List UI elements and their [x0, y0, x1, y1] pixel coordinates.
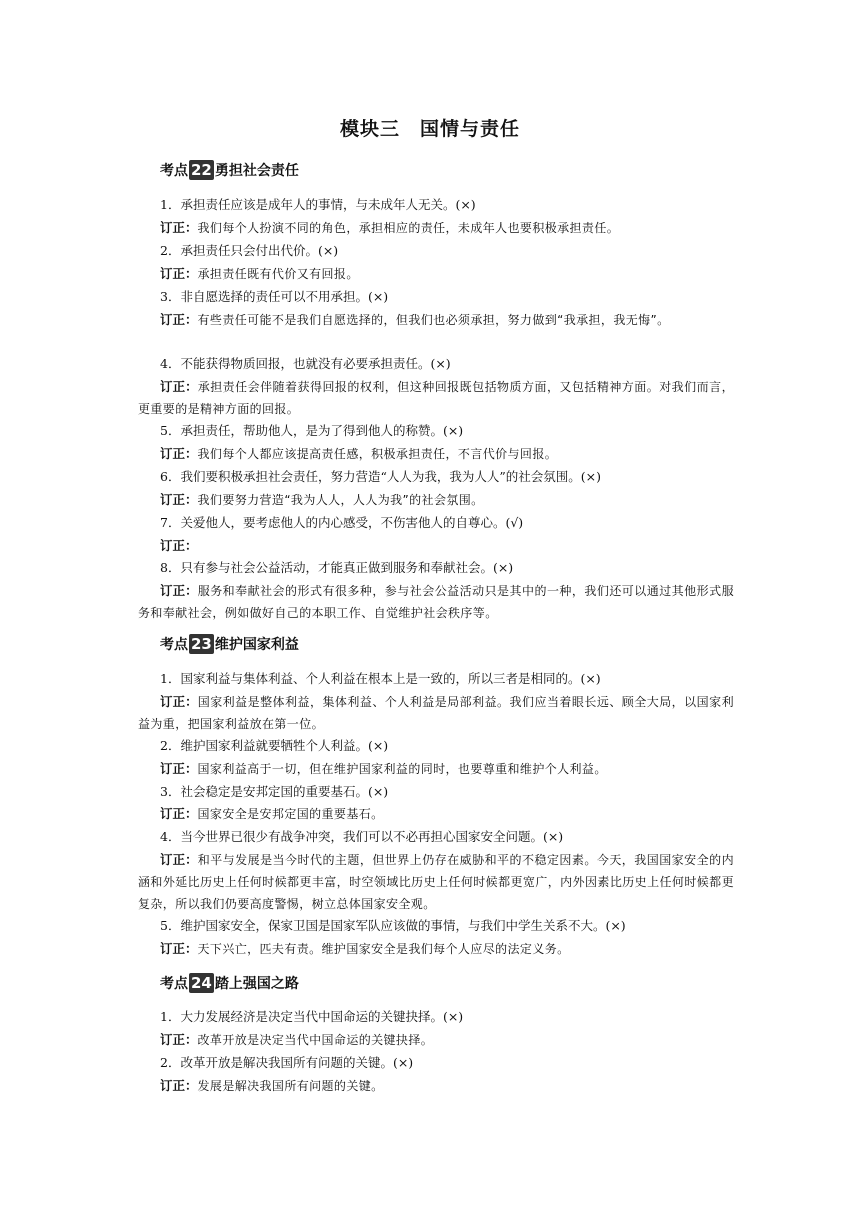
correction-item	[138, 489, 734, 511]
question-item: 3．非自愿选择的责任可以不用承担。(×)	[160, 289, 389, 304]
correction-label: 订正：	[160, 492, 198, 507]
correction-item	[138, 535, 734, 557]
section-number-badge: 24	[191, 974, 212, 992]
correction-text: 发展是解决我国所有问题的关键。	[197, 1079, 384, 1093]
section-number-badge: 22	[191, 161, 212, 179]
section-name: 踏上强国之路	[214, 976, 299, 992]
question-item: 2．维护国家利益就要牺牲个人利益。(×)	[160, 738, 389, 753]
question-item: 1．大力发展经济是决定当代中国命运的关键抉择。(×)	[160, 1009, 464, 1024]
correction-item	[138, 580, 734, 624]
correction-text: 承担责任会伴随着获得回报的权利，但这种回报既包括物质方面，又包括精神方面。对我们而言，更重要的是精神方面的回报。	[138, 380, 734, 416]
correction-item	[138, 758, 734, 780]
correction-item	[138, 443, 734, 465]
correction-item	[138, 691, 734, 735]
correction-item	[138, 309, 734, 331]
correction-text: 国家利益高于一切，但在维护国家利益的同时，也要尊重和维护个人利益。	[197, 762, 607, 776]
correction-item	[138, 1029, 734, 1051]
section-heading-23	[160, 634, 299, 654]
question-item: 4．不能获得物质回报，也就没有必要承担责任。(×)	[160, 356, 451, 371]
question-item: 8．只有参与社会公益活动，才能真正做到服务和奉献社会。(×)	[160, 560, 514, 575]
correction-item	[138, 938, 734, 960]
page-title: 模块三 国情与责任	[339, 118, 520, 140]
section-prefix: 考点	[160, 163, 188, 179]
correction-label: 订正：	[160, 266, 198, 281]
correction-label: 订正：	[160, 1078, 198, 1093]
question-item: 5．承担责任，帮助他人，是为了得到他人的称赞。(×)	[160, 423, 464, 438]
section-heading-22	[160, 160, 299, 180]
correction-text: 我们每个人都应该提高责任感，积极承担责任，不言代价与回报。	[197, 447, 558, 461]
correction-label: 订正：	[160, 312, 198, 327]
correction-text: 国家利益是整体利益，集体利益、个人利益是局部利益。我们应当着眼长远、顾全大局，以国家利益为重，把国家利益放在第一位。	[138, 695, 734, 731]
correction-label: 订正：	[160, 220, 198, 235]
section-prefix: 考点	[160, 637, 188, 653]
correction-text: 天下兴亡，匹夫有责。维护国家安全是我们每个人应尽的法定义务。	[197, 942, 570, 956]
correction-item	[138, 1075, 734, 1097]
correction-item	[138, 376, 734, 420]
section-heading-24	[160, 973, 299, 993]
question-item: 3．社会稳定是安邦定国的重要基石。(×)	[160, 784, 389, 799]
correction-text: 承担责任既有代价又有回报。	[197, 267, 359, 281]
correction-label: 订正：	[160, 446, 198, 461]
correction-label: 订正：	[160, 583, 198, 598]
correction-label: 订正：	[160, 941, 198, 956]
question-item: 2．承担责任只会付出代价。(×)	[160, 243, 339, 258]
correction-label: 订正：	[160, 379, 198, 394]
correction-label: 订正：	[160, 852, 198, 867]
question-item: 1．承担责任应该是成年人的事情，与未成年人无关。(×)	[160, 197, 476, 212]
correction-text: 我们要努力营造“我为人人，人人为我”的社会氛围。	[197, 493, 484, 507]
correction-text: 服务和奉献社会的形式有很多种，参与社会公益活动只是其中的一种，我们还可以通过其他形式服务和奉献社会，例如做好自己的本职工作、自觉维护社会秩序等。	[138, 584, 734, 620]
correction-item	[138, 849, 734, 915]
question-item: 6．我们要积极承担社会责任，努力营造“人人为我，我为人人”的社会氛围。(×)	[160, 469, 601, 484]
question-item: 5．维护国家安全，保家卫国是国家军队应该做的事情，与我们中学生关系不大。(×)	[160, 918, 626, 933]
question-item: 1．国家利益与集体利益、个人利益在根本上是一致的，所以三者是相同的。(×)	[160, 671, 601, 686]
correction-item	[138, 803, 734, 825]
correction-label: 订正：	[160, 694, 198, 709]
section-name: 维护国家利益	[214, 637, 299, 653]
correction-text: 改革开放是决定当代中国命运的关键抉择。	[197, 1033, 434, 1047]
correction-item	[138, 217, 734, 239]
section-prefix: 考点	[160, 976, 188, 992]
correction-label: 订正：	[160, 1032, 198, 1047]
question-item: 7．关爱他人，要考虑他人的内心感受，不伤害他人的自尊心。(√)	[160, 515, 524, 530]
correction-text: 我们每个人扮演不同的角色，承担相应的责任，未成年人也要积极承担责任。	[197, 221, 620, 235]
correction-label: 订正：	[160, 538, 198, 553]
question-item: 2．改革开放是解决我国所有问题的关键。(×)	[160, 1055, 414, 1070]
section-number-badge: 23	[191, 635, 212, 653]
correction-text: 和平与发展是当今时代的主题，但世界上仍存在威胁和平的不稳定因素。今天，我国国家安全的内涵和外延比历史上任何时候都更丰富，时空领域比历史上任何时候都更宽广，内外因素比历史上任何时候都更复杂，所以我们仍要高度警惕，树立总体国家安全观。	[138, 853, 734, 911]
correction-text: 国家安全是安邦定国的重要基石。	[197, 807, 384, 821]
correction-item	[138, 263, 734, 285]
question-item: 4．当今世界已很少有战争冲突，我们可以不必再担心国家安全问题。(×)	[160, 829, 564, 844]
correction-label: 订正：	[160, 806, 198, 821]
correction-text: 有些责任可能不是我们自愿选择的，但我们也必须承担，努力做到“我承担，我无悔”。	[197, 313, 670, 327]
correction-label: 订正：	[160, 761, 198, 776]
section-name: 勇担社会责任	[214, 163, 299, 179]
